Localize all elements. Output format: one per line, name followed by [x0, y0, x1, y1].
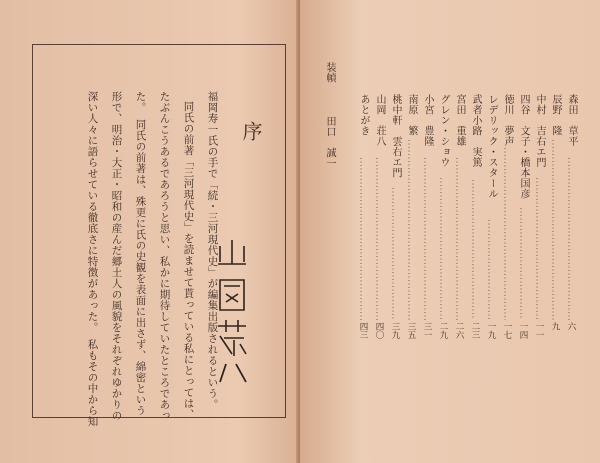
toc-entry: 宮田 重雄 — [454, 94, 465, 147]
preface-line-3: たぶんこうあるであろうと思い、私かに期待していたところであっ — [158, 91, 171, 421]
toc-page-number: 六 — [566, 322, 576, 331]
toc-page-number: 一七 — [502, 322, 512, 339]
preface-line-5: 形で、明治・大正・昭和の産んだ郷土人の風貌をそれぞれゆかりの — [110, 91, 123, 421]
toc-page-number: 九 — [550, 322, 560, 331]
toc-entry: 森田 草平 — [566, 94, 577, 147]
credit-label: 装幀 — [324, 62, 335, 83]
toc-page-number: 四三 — [358, 322, 368, 339]
right-page — [300, 0, 600, 463]
toc-entry: 辰野 隆 — [550, 94, 561, 136]
preface-title: 序 — [239, 121, 263, 141]
toc-page-number: 一九 — [486, 322, 496, 339]
toc-entry: 中村 吉右エ門 — [534, 94, 545, 168]
toc-entry: 小宮 豊隆 — [422, 94, 433, 147]
toc-page-number: 二三 — [470, 322, 480, 339]
toc-page-number: 三一 — [422, 322, 432, 339]
author-signature — [212, 236, 252, 386]
credit-name: 田口 誠一 — [324, 116, 335, 169]
preface-line-2: 同氏の前著「三河現代史」を読ませて貰っている私にとっては、 — [182, 101, 195, 420]
toc-page-number: 二六 — [454, 322, 464, 339]
toc-entry: 桃中軒 雲右エ門 — [390, 94, 401, 178]
toc-entry: 南原 繁 — [406, 94, 417, 136]
preface-line-4: た。 同氏の前著は、殊更に氏の史観を表面に出さず、綿密という — [134, 91, 147, 416]
toc-page-number: 一一 — [534, 322, 544, 339]
toc-entry: 四谷 文子・橋本国彦 — [518, 94, 529, 199]
preface-line-6: 深い人々に語らせている徹底さに特徴があった。 私もその中から知 — [86, 91, 99, 427]
toc-entry: 武者小路 実篤 — [470, 94, 481, 168]
toc-page-number: 一四 — [518, 322, 528, 339]
toc-entry: レデリック・スタール — [486, 94, 497, 199]
toc-entry: 徳川 夢声 — [502, 94, 513, 147]
toc-entry: グレン・ショウ — [438, 94, 449, 168]
toc-entry: あとがき — [358, 94, 369, 136]
toc-leaders — [300, 0, 600, 463]
toc-page-number: 二九 — [438, 322, 448, 339]
toc-page-number: 四〇 — [374, 322, 384, 339]
toc-entry: 山岡 荘八 — [374, 94, 385, 147]
toc-page-number: 三九 — [390, 322, 400, 339]
preface-line-1: 福岡寿一氏の手で「続・三河現代史」が編集出版されるという。 — [206, 91, 219, 410]
toc-page-number: 三五 — [406, 322, 416, 339]
